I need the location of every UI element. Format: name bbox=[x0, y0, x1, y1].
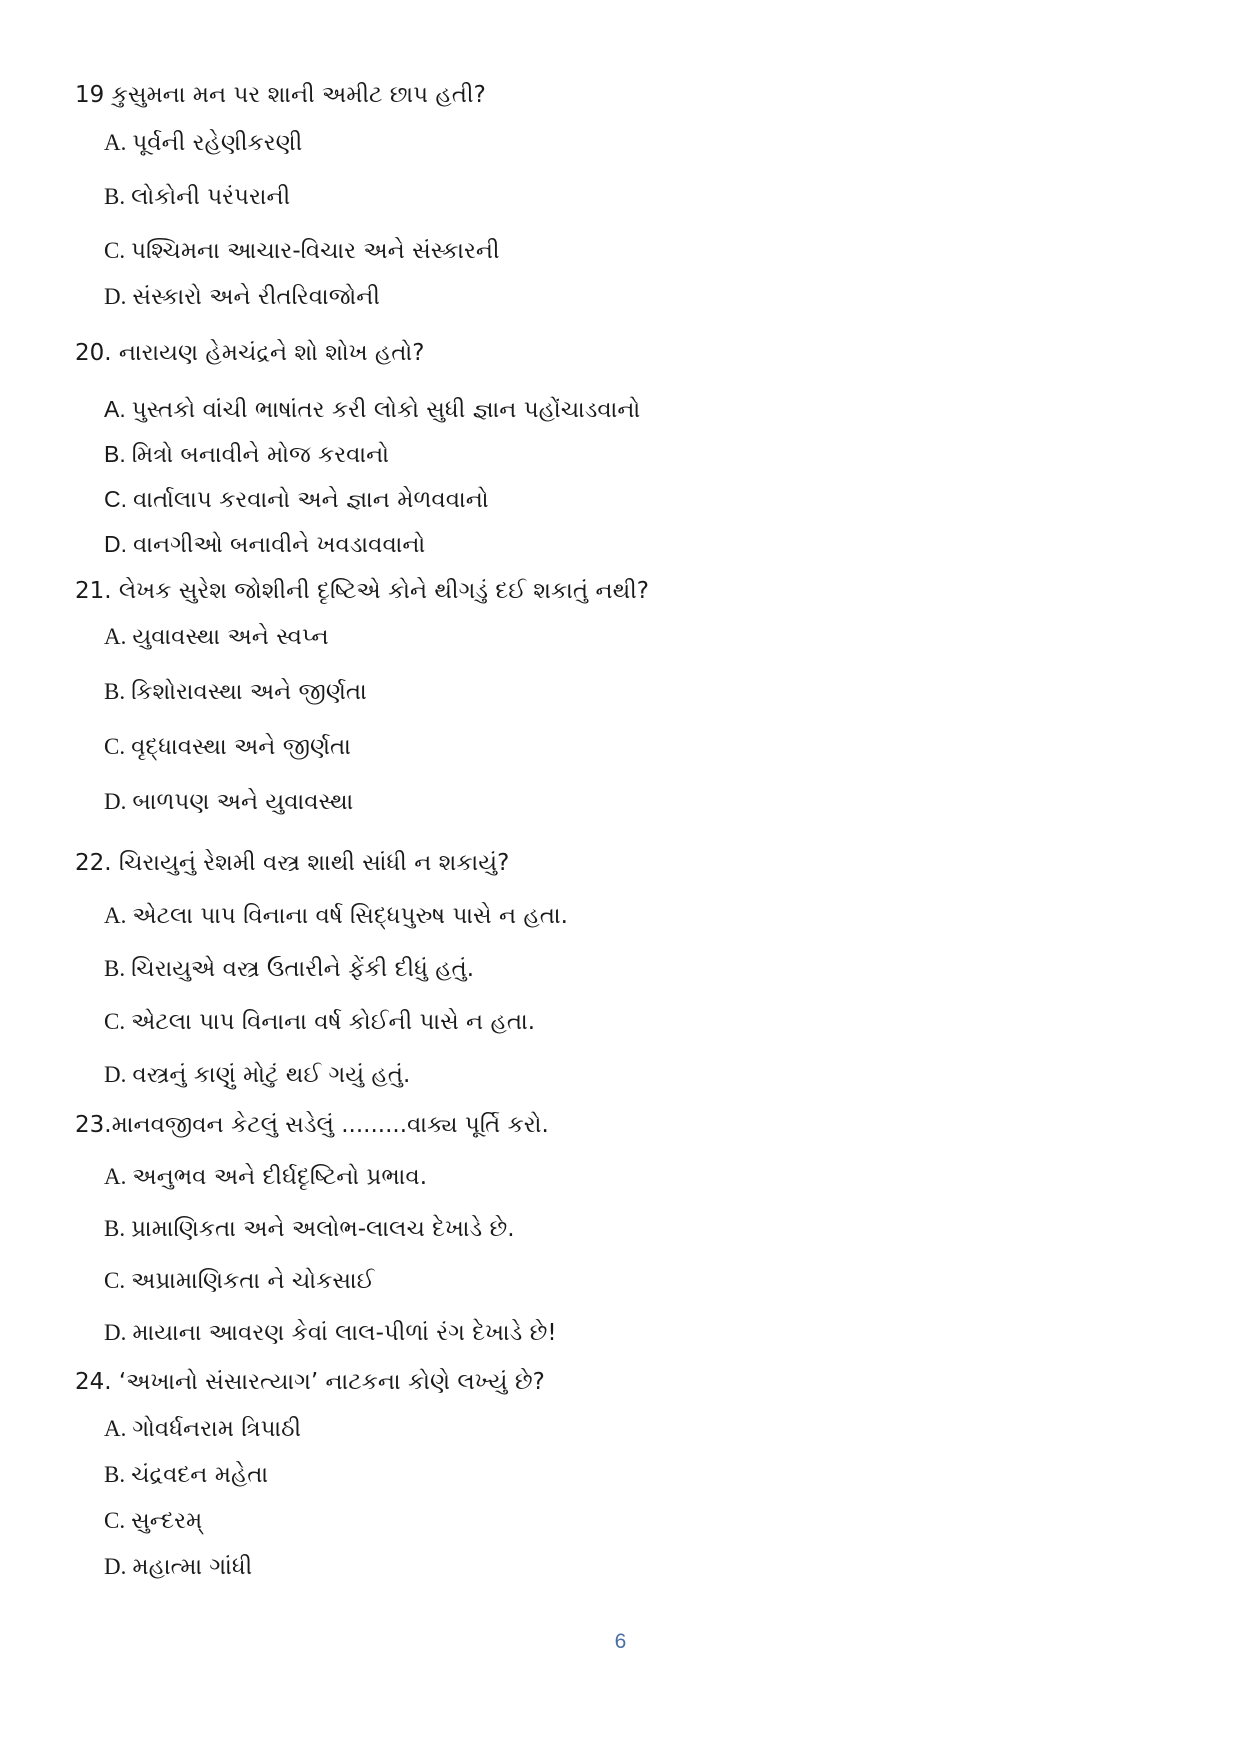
option-22-d bbox=[104, 1062, 410, 1088]
option-letter: A. bbox=[104, 1416, 127, 1441]
option-text: પ્રામાણિકતા અને અલોભ-લાલચ દેખાડે છે. bbox=[131, 1216, 515, 1242]
option-letter: B. bbox=[104, 956, 126, 981]
option-text: મિત્રો બનાવીને મોજ કરવાનો bbox=[131, 442, 390, 468]
option-letter: D. bbox=[104, 1320, 127, 1345]
option-letter: A. bbox=[104, 1164, 127, 1189]
option-23-d bbox=[104, 1320, 557, 1346]
option-24-a bbox=[104, 1416, 301, 1442]
question-19: 19 કુસુમના મન પર શાની અમીટ છાપ હતી? bbox=[75, 82, 486, 108]
option-text: માયાના આવરણ કેવાં લાલ-પીળાં રંગ દેખાડે છે! bbox=[132, 1320, 557, 1346]
option-text: પુસ્તકો વાંચી ભાષાંતર કરી લોકો સુધી જ્ઞાન પહોંચાડવાનો bbox=[131, 397, 641, 423]
option-22-c bbox=[104, 1009, 535, 1035]
option-19-d bbox=[104, 284, 380, 310]
option-text: એટલા પાપ વિનાના વર્ષ કોઈની પાસે ન હતા. bbox=[131, 1009, 536, 1035]
option-20-b bbox=[104, 441, 389, 468]
option-19-a bbox=[104, 130, 302, 156]
option-24-c bbox=[104, 1508, 202, 1534]
option-letter: D. bbox=[104, 789, 127, 814]
option-19-c bbox=[104, 238, 500, 264]
option-22-b bbox=[104, 956, 474, 982]
option-letter: D. bbox=[104, 1554, 127, 1579]
option-letter: A. bbox=[104, 396, 126, 422]
option-letter: D. bbox=[104, 284, 127, 309]
option-23-b bbox=[104, 1216, 515, 1242]
option-text: વસ્ત્રનું કાણું મોટું થઈ ગયું હતું. bbox=[132, 1062, 411, 1088]
option-letter: D. bbox=[104, 1062, 127, 1087]
option-21-c bbox=[104, 734, 351, 760]
option-20-c bbox=[104, 486, 489, 513]
option-24-d bbox=[104, 1554, 252, 1580]
option-letter: B. bbox=[104, 1216, 126, 1241]
question-22: 22. ચિરાયુનું રેશમી વસ્ત્ર શાથી સાંધી ન શકાયું? bbox=[75, 850, 510, 876]
option-text: વૃદ્ધાવસ્થા અને જીર્ણતા bbox=[131, 734, 351, 760]
question-21: 21. લેખક સુરેશ જોશીની દૃષ્ટિએ કોને થીગડું દઈ શકાતું નથી? bbox=[75, 578, 650, 604]
option-letter: A. bbox=[104, 624, 127, 649]
option-text: વાર્તાલાપ કરવાનો અને જ્ઞાન મેળવવાનો bbox=[133, 487, 489, 513]
option-20-d bbox=[104, 531, 425, 558]
option-text: લોકોની પરંપરાની bbox=[131, 184, 291, 210]
question-23: 23.માનવજીવન કેટલું સડેલું .........વાક્ય પૂર્તિ કરો. bbox=[75, 1112, 549, 1138]
option-letter: B. bbox=[104, 184, 126, 209]
option-letter: B. bbox=[104, 679, 126, 704]
option-text: પૂર્વની રહેણીકરણી bbox=[132, 130, 303, 156]
option-21-a bbox=[104, 624, 329, 650]
option-text: પશ્ચિમના આચાર-વિચાર અને સંસ્કારની bbox=[131, 238, 500, 264]
question-20: 20. નારાયણ હેમચંદ્રને શો શોખ હતો? bbox=[75, 340, 425, 366]
option-letter: A. bbox=[104, 903, 127, 928]
option-19-b bbox=[104, 184, 290, 210]
option-23-c bbox=[104, 1268, 374, 1294]
option-24-b bbox=[104, 1462, 268, 1488]
option-letter: C. bbox=[104, 1508, 126, 1533]
option-letter: C. bbox=[104, 486, 127, 512]
option-text: યુવાવસ્થા અને સ્વપ્ન bbox=[132, 624, 329, 650]
option-22-a bbox=[104, 903, 568, 929]
option-letter: C. bbox=[104, 1268, 126, 1293]
option-letter: C. bbox=[104, 1009, 126, 1034]
option-letter: B. bbox=[104, 1462, 126, 1487]
option-text: મહાત્મા ગાંધી bbox=[132, 1554, 253, 1580]
option-21-b bbox=[104, 679, 367, 705]
option-text: કિશોરાવસ્થા અને જીર્ણતા bbox=[131, 679, 367, 705]
option-letter: C. bbox=[104, 734, 126, 759]
option-text: એટલા પાપ વિનાના વર્ષ સિદ્ધપુરુષ પાસે ન હતા. bbox=[132, 903, 568, 929]
option-letter: A. bbox=[104, 130, 127, 155]
option-text: ગોવર્ધનરામ ત્રિપાઠી bbox=[132, 1416, 302, 1442]
option-text: બાળપણ અને યુવાવસ્થા bbox=[132, 789, 354, 815]
option-text: ચંદ્રવદન મહેતા bbox=[131, 1462, 269, 1488]
option-text: સંસ્કારો અને રીતરિવાજોની bbox=[132, 284, 380, 310]
option-text: અપ્રામાણિકતા ને ચોકસાઈ bbox=[131, 1268, 375, 1294]
option-letter: B. bbox=[104, 441, 126, 467]
page-number: 6 bbox=[614, 1630, 627, 1653]
option-23-a bbox=[104, 1164, 427, 1190]
option-21-d bbox=[104, 789, 353, 815]
option-20-a bbox=[104, 396, 640, 423]
option-letter: D. bbox=[104, 531, 127, 557]
option-text: સુન્દરમ્ bbox=[131, 1508, 203, 1534]
option-letter: C. bbox=[104, 238, 126, 263]
option-text: ચિરાયુએ વસ્ત્ર ઉતારીને ફેંકી દીધું હતું. bbox=[131, 956, 475, 982]
question-24: 24. ‘અખાનો સંસારત્યાગ’ નાટકના કોણે લખ્યું છે? bbox=[75, 1369, 545, 1395]
option-text: વાનગીઓ બનાવીને ખવડાવવાનો bbox=[133, 532, 426, 558]
option-text: અનુભવ અને દીર્ઘદૃષ્ટિનો પ્રભાવ. bbox=[132, 1164, 428, 1190]
